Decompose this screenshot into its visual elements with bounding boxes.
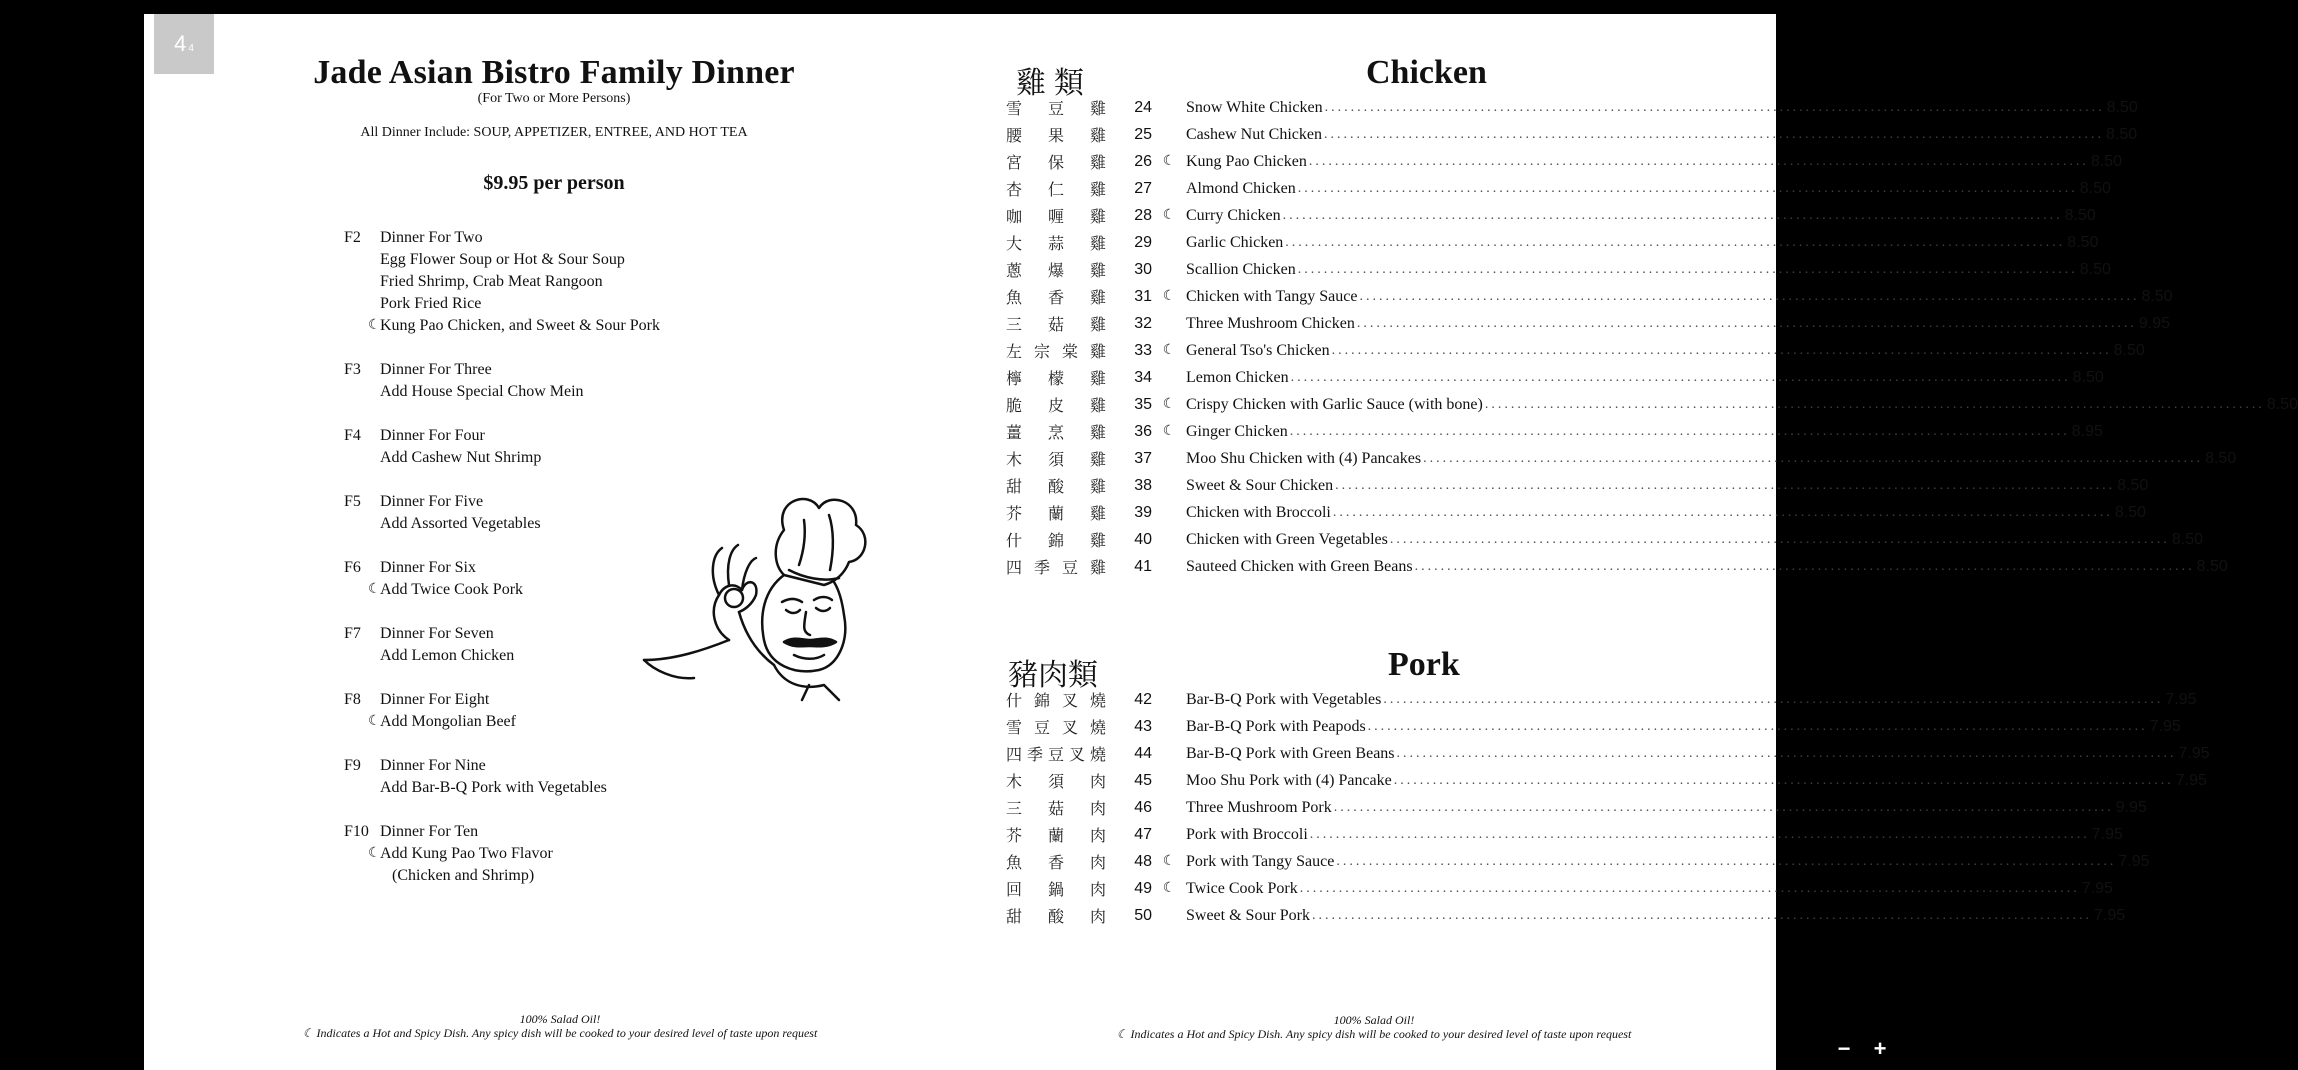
dinner-title-row <box>344 425 824 447</box>
chicken-cn-heading: 雞類 <box>1016 66 1092 101</box>
item-price: 8.50 <box>2064 206 2096 224</box>
chinese-name: 魚 香 雞 <box>1006 288 1106 307</box>
dot-leader: ........................................................................................................................ <box>1335 477 2116 493</box>
chinese-name: 芥 蘭 肉 <box>1006 826 1106 845</box>
spicy-legend-note <box>250 1026 870 1040</box>
item-number: 27 <box>1134 179 1152 197</box>
dinner-line-text: Add House Special Chow Mein <box>380 383 584 400</box>
item-name: Three Mushroom Pork <box>1186 798 1332 816</box>
dinner-title-row <box>344 755 824 777</box>
chef-illustration <box>634 490 874 700</box>
spicy-icon: ☾ <box>302 1026 314 1040</box>
dinner-code: F5 <box>344 493 361 510</box>
item-price: 8.50 <box>2171 530 2204 548</box>
dinner-item <box>344 227 824 337</box>
pork-menu-item[interactable] <box>1006 875 2113 902</box>
chicken-menu-list <box>1006 94 2298 580</box>
item-name: Curry Chicken <box>1186 206 1281 224</box>
spicy-icon: ☾ <box>368 582 381 597</box>
item-number: 41 <box>1134 557 1152 575</box>
dot-leader: ........................................................................................................................ <box>1396 745 2177 761</box>
chinese-name: 木 須 雞 <box>1006 450 1106 469</box>
item-number: 45 <box>1134 771 1152 789</box>
item-price: 8.50 <box>2079 260 2111 278</box>
item-number: 48 <box>1134 852 1152 870</box>
spicy-icon: ☾ <box>1162 343 1176 358</box>
chinese-name: 左 宗 棠 雞 <box>1006 342 1106 361</box>
dinner-item <box>344 821 824 887</box>
spicy-icon: ☾ <box>1162 854 1176 869</box>
dot-leader: ........................................................................................................................ <box>1383 691 2164 707</box>
dinner-code: F10 <box>344 823 369 840</box>
dinner-line-text: Egg Flower Soup or Hot & Sour Soup <box>380 251 625 268</box>
left-footer-note <box>250 1012 870 1040</box>
dinner-title: Dinner For Nine <box>380 757 486 774</box>
item-price: 8.50 <box>2072 368 2104 386</box>
chicken-menu-item[interactable] <box>1006 391 2298 418</box>
chinese-name: 什 錦 雞 <box>1006 531 1106 550</box>
dinner-line <box>344 777 824 799</box>
spicy-icon: ☾ <box>1162 397 1176 412</box>
item-name: Three Mushroom Chicken <box>1186 314 1355 332</box>
item-number: 29 <box>1134 233 1152 251</box>
dinner-item <box>344 425 824 469</box>
item-price: 7.95 <box>2149 717 2181 735</box>
item-price: 7.95 <box>2118 852 2150 870</box>
dot-leader: ........................................................................................................................ <box>1308 153 2089 169</box>
item-price: 7.95 <box>2091 825 2123 843</box>
dinner-title: Dinner For Ten <box>380 823 479 840</box>
item-name: Pork with Tangy Sauce <box>1186 852 1335 870</box>
dinner-line <box>344 843 824 865</box>
dot-leader: ........................................................................................................................ <box>1389 531 2170 547</box>
dot-leader: ........................................................................................................................ <box>1297 261 2078 277</box>
dinner-title-row <box>344 821 824 843</box>
item-number: 49 <box>1134 879 1152 897</box>
chicken-heading: Chicken <box>1366 54 1487 91</box>
page-number-badge[interactable] <box>154 14 214 74</box>
chinese-name: 宮 保 雞 <box>1006 153 1106 172</box>
item-name: General Tso's Chicken <box>1186 341 1330 359</box>
chinese-name: 芥 蘭 雞 <box>1006 504 1106 523</box>
dinner-line-text: Add Twice Cook Pork <box>380 581 524 598</box>
item-name: Bar-B-Q Pork with Vegetables <box>1186 690 1382 708</box>
dot-leader: ........................................................................................................................ <box>1333 799 2114 815</box>
spicy-icon: ☾ <box>368 846 381 861</box>
chinese-name: 什 錦 叉 燒 <box>1006 691 1106 710</box>
item-price: 7.95 <box>2081 879 2113 897</box>
dinner-code: F8 <box>344 691 361 708</box>
item-name: Cashew Nut Chicken <box>1186 125 1322 143</box>
pork-menu-item[interactable] <box>1006 713 2181 740</box>
pork-menu-item[interactable] <box>1006 767 2207 794</box>
item-price: 8.50 <box>2141 287 2173 305</box>
pork-menu-item[interactable] <box>1006 686 2197 713</box>
chinese-name: 魚 香 肉 <box>1006 853 1106 872</box>
dinner-code: F4 <box>344 427 361 444</box>
pork-menu-item[interactable] <box>1006 821 2123 848</box>
spicy-icon: ☾ <box>1162 208 1176 223</box>
dinner-line <box>344 271 824 293</box>
item-number: 36 <box>1134 422 1152 440</box>
zoom-out-button[interactable]: − <box>1837 1036 1851 1061</box>
item-price: 7.95 <box>2094 906 2126 924</box>
pork-menu-item[interactable] <box>1006 794 2147 821</box>
dinner-line-text: Add Lemon Chicken <box>380 647 515 664</box>
zoom-in-button[interactable]: + <box>1873 1036 1887 1061</box>
salad-oil-note: 100% Salad Oil! <box>1333 1013 1415 1027</box>
dot-leader: ........................................................................................................................ <box>1309 826 2090 842</box>
chicken-menu-item[interactable] <box>1006 445 2237 472</box>
menu-page <box>144 14 2298 1070</box>
chinese-name: 薑 烹 雞 <box>1006 423 1106 442</box>
item-price: 8.50 <box>2067 233 2099 251</box>
dinner-title: Dinner For Eight <box>380 691 490 708</box>
chinese-name: 脆 皮 雞 <box>1006 396 1106 415</box>
item-number: 33 <box>1134 341 1152 359</box>
dinner-line <box>344 447 824 469</box>
dinner-line <box>344 711 824 733</box>
item-number: 44 <box>1134 744 1152 762</box>
item-name: Moo Shu Pork with (4) Pancake <box>1186 771 1392 789</box>
chinese-name: 三 菇 雞 <box>1006 315 1106 334</box>
chinese-name: 雪 豆 雞 <box>1006 99 1106 118</box>
pork-cn-heading: 豬肉類 <box>1008 658 1098 693</box>
chinese-name: 木 須 肉 <box>1006 772 1106 791</box>
spicy-icon: ☾ <box>1162 154 1176 169</box>
chicken-menu-item[interactable] <box>1006 553 2228 580</box>
dinner-code: F3 <box>344 361 361 378</box>
salad-oil-note: 100% Salad Oil! <box>519 1012 601 1026</box>
dinner-line <box>344 249 824 271</box>
chinese-name: 杏 仁 雞 <box>1006 180 1106 199</box>
dot-leader: ........................................................................................................................ <box>1336 853 2117 869</box>
family-dinner-title: Jade Asian Bistro Family Dinner <box>313 54 795 91</box>
dinner-line-text: Add Mongolian Beef <box>380 713 516 730</box>
dinner-line-text: (Chicken and Shrimp) <box>392 867 535 884</box>
item-number: 38 <box>1134 476 1152 494</box>
chicken-menu-item[interactable] <box>1006 310 2170 337</box>
item-price: 8.50 <box>2196 557 2228 575</box>
item-name: Sweet & Sour Chicken <box>1186 476 1334 494</box>
page-number: 4 <box>174 31 187 56</box>
dinner-title: Dinner For Six <box>380 559 476 576</box>
chinese-name: 大 蒜 雞 <box>1006 234 1106 253</box>
item-name: Twice Cook Pork <box>1186 879 1298 897</box>
item-price: 8.50 <box>2090 152 2123 170</box>
chicken-menu-item[interactable] <box>1006 202 2096 229</box>
item-name: Bar-B-Q Pork with Peapods <box>1186 717 1366 735</box>
dot-leader: ........................................................................................................................ <box>1393 772 2174 788</box>
item-number: 28 <box>1134 206 1152 224</box>
item-name: Bar-B-Q Pork with Green Beans <box>1186 744 1395 762</box>
item-name: Pork with Broccoli <box>1186 825 1308 843</box>
item-name: Moo Shu Chicken with (4) Pancakes <box>1186 449 1422 467</box>
item-price: 7.95 <box>2165 690 2197 708</box>
item-price: 8.50 <box>2113 341 2145 359</box>
dot-leader: ........................................................................................................................ <box>1367 718 2148 734</box>
dinner-line-text: Add Bar-B-Q Pork with Vegetables <box>380 779 607 796</box>
chinese-name: 甜 酸 雞 <box>1006 477 1106 496</box>
item-price: 8.50 <box>2105 125 2138 143</box>
dinner-line-text: Pork Fried Rice <box>380 295 482 312</box>
dinner-include-note: All Dinner Include: SOUP, APPETIZER, ENTREE, AND HOT TEA <box>360 125 748 140</box>
item-name: Lemon Chicken <box>1186 368 1289 386</box>
item-name: Garlic Chicken <box>1186 233 1284 251</box>
dot-leader: ........................................................................................................................ <box>1423 450 2204 466</box>
pork-menu-item[interactable] <box>1006 902 2126 929</box>
dot-leader: ........................................................................................................................ <box>1484 396 2265 412</box>
item-name: Chicken with Broccoli <box>1186 503 1331 521</box>
dot-leader: ........................................................................................................................ <box>1290 369 2071 385</box>
family-dinner-subtitle: (For Two or More Persons) <box>477 91 631 106</box>
spicy-icon: ☾ <box>1162 424 1176 439</box>
dot-leader: ........................................................................................................................ <box>1359 288 2140 304</box>
item-number: 30 <box>1134 260 1152 278</box>
item-number: 32 <box>1134 314 1152 332</box>
chicken-menu-item[interactable] <box>1006 148 2123 175</box>
dinner-line <box>344 315 824 337</box>
item-name: Sweet & Sour Pork <box>1186 906 1310 924</box>
dinner-line-text: Add Kung Pao Two Flavor <box>380 845 553 862</box>
dot-leader: ........................................................................................................................ <box>1324 99 2105 115</box>
chinese-name: 三 菇 肉 <box>1006 799 1106 818</box>
dinner-title: Dinner For Two <box>380 229 483 246</box>
item-number: 25 <box>1134 125 1152 143</box>
chicken-menu-item[interactable] <box>1006 337 2145 364</box>
pork-menu-item[interactable] <box>1006 740 2210 767</box>
item-price: 8.50 <box>2117 476 2149 494</box>
dinner-code: F2 <box>344 229 361 246</box>
chinese-name: 咖 喱 雞 <box>1006 207 1106 226</box>
item-number: 40 <box>1134 530 1152 548</box>
dinner-line-text: Add Cashew Nut Shrimp <box>380 449 542 466</box>
item-price: 9.95 <box>2138 314 2170 332</box>
spicy-icon: ☾ <box>368 318 381 333</box>
item-number: 34 <box>1134 368 1152 386</box>
item-price: 8.50 <box>2266 395 2298 413</box>
chinese-name: 蔥 爆 雞 <box>1006 261 1106 280</box>
chicken-menu-item[interactable] <box>1006 256 2111 283</box>
item-name: Crispy Chicken with Garlic Sauce (with bone) <box>1186 395 1483 413</box>
right-footer-note <box>1064 1013 1684 1041</box>
dot-leader: ........................................................................................................................ <box>1285 234 2066 250</box>
dinner-code: F9 <box>344 757 361 774</box>
spicy-icon: ☾ <box>1162 289 1176 304</box>
chinese-name: 四 季 豆 叉 燒 <box>1006 745 1106 764</box>
dinner-line-text: Fried Shrimp, Crab Meat Rangoon <box>380 273 603 290</box>
chinese-name: 腰 果 雞 <box>1006 126 1106 145</box>
chinese-name: 雪 豆 叉 燒 <box>1006 718 1106 737</box>
dot-leader: ........................................................................................................................ <box>1332 504 2113 520</box>
item-number: 39 <box>1134 503 1152 521</box>
item-number: 50 <box>1134 906 1152 924</box>
chicken-menu-item[interactable] <box>1006 526 2204 553</box>
item-number: 31 <box>1134 287 1152 305</box>
dinner-title: Dinner For Five <box>380 493 484 510</box>
chinese-name: 檸 檬 雞 <box>1006 369 1106 388</box>
chicken-menu-item[interactable] <box>1006 94 2138 121</box>
item-name: Scallion Chicken <box>1186 260 1296 278</box>
item-number: 43 <box>1134 717 1152 735</box>
item-number: 47 <box>1134 825 1152 843</box>
dot-leader: ........................................................................................................................ <box>1312 907 2092 923</box>
chicken-menu-item[interactable] <box>1006 121 2138 148</box>
item-price: 9.95 <box>2115 798 2147 816</box>
spicy-icon: ☾ <box>1116 1027 1128 1041</box>
item-price: 7.95 <box>2178 744 2210 762</box>
item-name: Chicken with Tangy Sauce <box>1186 287 1358 305</box>
dinner-title-row <box>344 359 824 381</box>
dinner-item <box>344 755 824 799</box>
page-total: 4 <box>188 43 194 54</box>
chicken-menu-item[interactable] <box>1006 175 2111 202</box>
pork-menu-item[interactable] <box>1006 848 2150 875</box>
item-name: Ginger Chicken <box>1186 422 1288 440</box>
zoom-controls <box>1834 1036 1890 1062</box>
chicken-menu-item[interactable] <box>1006 283 2173 310</box>
item-number: 37 <box>1134 449 1152 467</box>
chicken-menu-item[interactable] <box>1006 364 2104 391</box>
item-number: 42 <box>1134 690 1152 708</box>
chicken-menu-item[interactable] <box>1006 472 2149 499</box>
dinner-code: F7 <box>344 625 361 642</box>
dinner-title: Dinner For Three <box>380 361 492 378</box>
item-number: 26 <box>1134 152 1152 170</box>
dot-leader: ........................................................................................................................ <box>1299 880 2080 896</box>
item-number: 24 <box>1134 98 1152 116</box>
dinner-title: Dinner For Four <box>380 427 485 444</box>
dinner-line <box>344 381 824 403</box>
dot-leader: ........................................................................................................................ <box>1356 315 2137 331</box>
spicy-legend-text: Indicates a Hot and Spicy Dish. Any spicy dish will be cooked to your desired level of taste upon request <box>316 1026 818 1040</box>
pork-menu-list <box>1006 686 2210 929</box>
item-name: Chicken with Green Vegetables <box>1186 530 1388 548</box>
dinner-title-row <box>344 227 824 249</box>
dinner-line <box>344 293 824 315</box>
item-price: 8.50 <box>2205 449 2237 467</box>
per-person-price: $9.95 per person <box>483 172 625 194</box>
dot-leader: ........................................................................................................................ <box>1297 180 2078 196</box>
dot-leader: ........................................................................................................................ <box>1331 342 2112 358</box>
dinner-title: Dinner For Seven <box>380 625 494 642</box>
spicy-legend-note <box>1064 1027 1684 1041</box>
item-number: 35 <box>1134 395 1152 413</box>
dinner-code: F6 <box>344 559 361 576</box>
item-price: 8.50 <box>2114 503 2146 521</box>
chicken-menu-item[interactable] <box>1006 418 2103 445</box>
chinese-name: 甜 酸 肉 <box>1006 907 1106 926</box>
item-price: 8.50 <box>2079 179 2111 197</box>
item-name: Almond Chicken <box>1186 179 1296 197</box>
spicy-legend-text: Indicates a Hot and Spicy Dish. Any spicy dish will be cooked to your desired level of taste upon request <box>1130 1027 1632 1041</box>
item-name: Kung Pao Chicken <box>1186 152 1307 170</box>
dinner-item <box>344 359 824 403</box>
dinner-line-text: Add Assorted Vegetables <box>380 515 541 532</box>
spicy-icon: ☾ <box>1162 881 1176 896</box>
item-price: 8.50 <box>2106 98 2138 116</box>
dot-leader: ........................................................................................................................ <box>1323 126 2104 142</box>
item-name: Snow White Chicken <box>1186 98 1323 116</box>
chicken-menu-item[interactable] <box>1006 499 2146 526</box>
chinese-name: 回 鍋 肉 <box>1006 880 1106 899</box>
dot-leader: ........................................................................................................................ <box>1289 423 2070 439</box>
dot-leader: ........................................................................................................................ <box>1414 558 2195 574</box>
chicken-menu-item[interactable] <box>1006 229 2099 256</box>
item-number: 46 <box>1134 798 1152 816</box>
item-name: Sauteed Chicken with Green Beans <box>1186 557 1413 575</box>
dinner-line <box>344 865 824 887</box>
chinese-name: 四 季 豆 雞 <box>1006 558 1106 577</box>
dot-leader: ........................................................................................................................ <box>1282 207 2063 223</box>
item-price: 8.95 <box>2071 422 2103 440</box>
item-price: 7.95 <box>2175 771 2207 789</box>
spicy-icon: ☾ <box>368 714 381 729</box>
pork-heading: Pork <box>1388 646 1460 683</box>
dinner-line-text: Kung Pao Chicken, and Sweet & Sour Pork <box>380 317 660 334</box>
